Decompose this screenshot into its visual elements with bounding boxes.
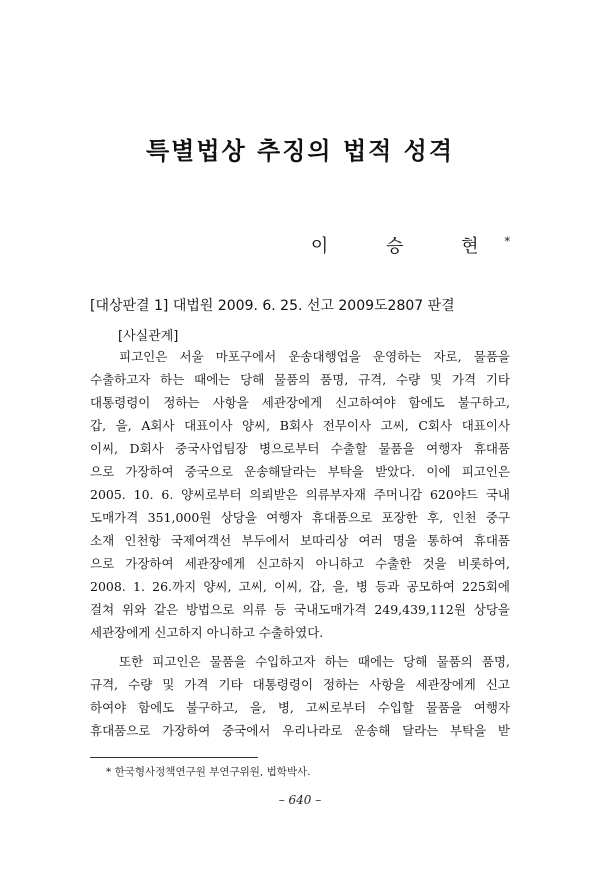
paragraph-line: 걸쳐 위와 같은 방법으로 의류 등 국내도매가격 249,439,112원 상당을 (90, 602, 510, 617)
paragraph-line: 또한 피고인은 물품을 수입하고자 하는 때에는 당해 물품의 품명, (119, 654, 510, 669)
paragraph-line: 소재 인천항 국제여객선 부두에서 보따리상 여러 명을 통하여 휴대품 (90, 533, 510, 548)
facts-heading: [사실관계] (118, 329, 179, 344)
paragraph-line: 으로 가장하여 세관장에게 신고하지 아니하고 수출한 것을 비롯하여, (90, 556, 510, 571)
paragraph-line: 갑, 을, A회사 대표이사 양씨, B회사 전무이사 고씨, C회사 대표이사 (90, 418, 510, 433)
paragraph-line: 2008. 1. 26.까지 양씨, 고씨, 이씨, 갑, 을, 병 등과 공모하여 225회에 (90, 579, 510, 594)
paragraph-line: 수출하고자 하는 때에는 당해 물품의 품명, 규격, 수량 및 가격 기타 (90, 372, 510, 387)
paragraph-line: 이씨, D회사 중국사업팀장 병으로부터 수출할 물품을 여행자 휴대품 (90, 441, 510, 456)
paragraph-1 (90, 345, 510, 644)
page-number: – 640 – (278, 793, 322, 807)
footnote-divider (90, 757, 258, 758)
article-title: 특별법상 추징의 법적 성격 (145, 137, 455, 165)
paragraph-line: 휴대품으로 가장하여 중국에서 우리나라로 운송해 달라는 부탁을 받 (90, 723, 510, 738)
paragraph-line: 규격, 수량 및 가격 기타 대통령령이 정하는 사항을 세관장에게 신고 (90, 677, 510, 692)
case-heading: [대상판결 1] 대법원 2009. 6. 25. 선고 2009도2807 판결 (90, 298, 455, 314)
paragraph-line: 하여야 함에도 불구하고, 을, 병, 고씨로부터 수입할 물품을 여행자 (90, 700, 510, 715)
footnote: * 한국형사정책연구원 부연구위원, 법학박사. (106, 766, 311, 778)
author-name (311, 232, 510, 258)
paragraph-line: 세관장에게 신고하지 아니하고 수출하였다. (90, 625, 324, 640)
author-name-text: 이 승 현 (310, 236, 505, 257)
paragraph-line: 도매가격 351,000원 상당을 여행자 휴대품으로 포장한 후, 인천 중구 (90, 510, 510, 525)
paragraph-line: 2005. 10. 6. 양씨로부터 의뢰받은 의류부자재 주머니감 620야드 국내 (90, 487, 510, 502)
paragraph-line: 으로 가장하여 중국으로 운송해달라는 부탁을 받았다. 이에 피고인은 (90, 464, 510, 479)
paragraph-line: 피고인은 서울 마포구에서 운송대행업을 운영하는 자로, 물품을 (119, 349, 510, 364)
paragraph-2 (90, 650, 510, 742)
author-footnote-mark: * (504, 235, 510, 248)
paragraph-line: 대통령령이 정하는 사항을 세관장에게 신고하여야 함에도 불구하고, (90, 395, 510, 410)
